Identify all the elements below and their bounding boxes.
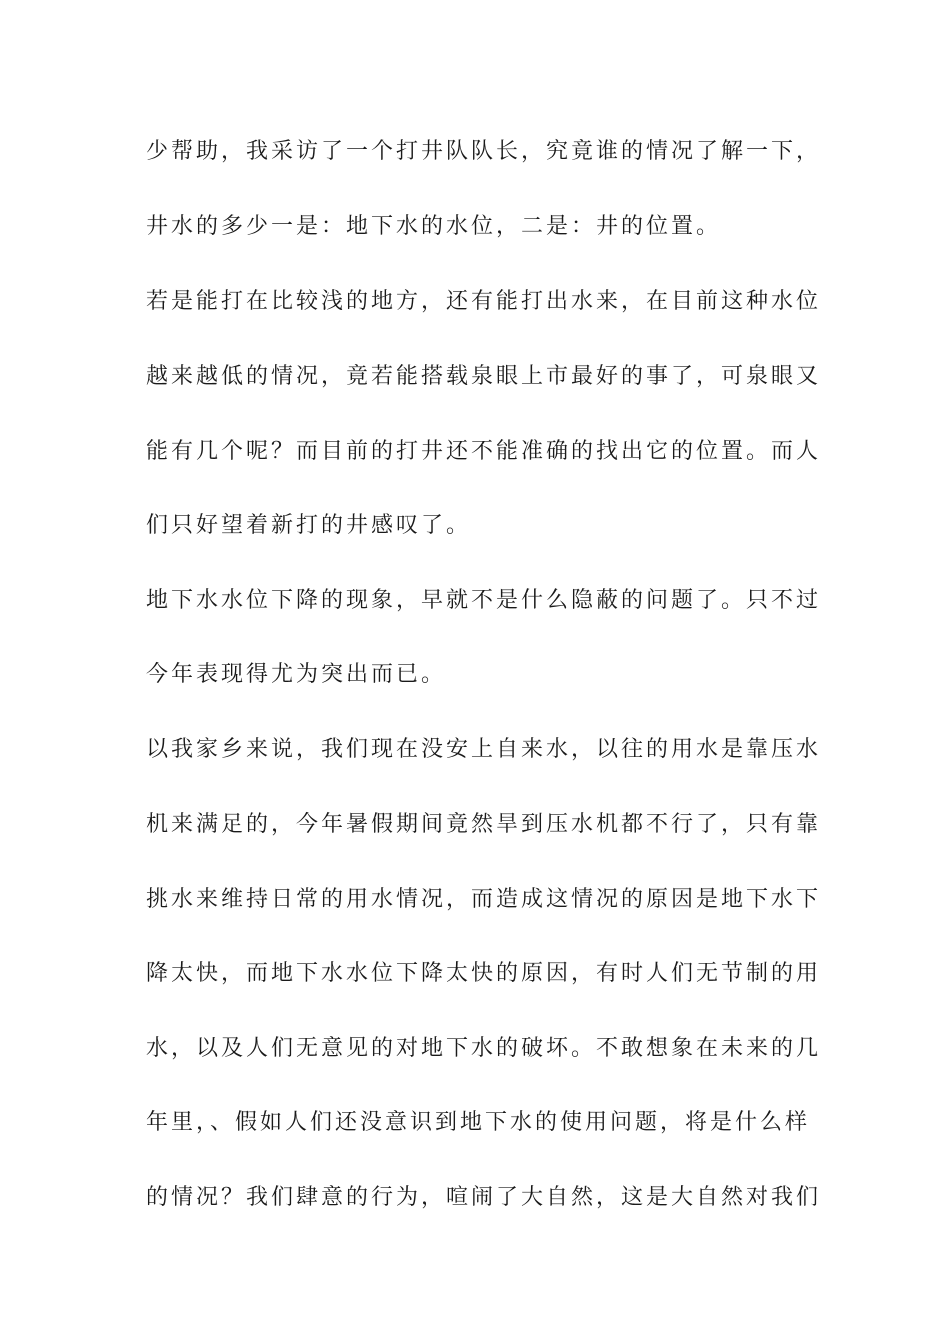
text-line: 少帮助，我采访了一个打井队队长，究竟谁的情况了解一下， (146, 139, 822, 164)
text-line: 机来满足的，今年暑假期间竟然旱到压水机都不行了，只有靠 (146, 812, 822, 837)
text-line: 降太快，而地下水水位下降太快的原因，有时人们无节制的用 (146, 961, 822, 986)
text-line: 以我家乡来说，我们现在没安上自来水，以往的用水是靠压水 (146, 737, 822, 762)
text-line: 挑水来维持日常的用水情况，而造成这情况的原因是地下水下 (146, 887, 822, 912)
text-line: 的情况？我们肆意的行为，喧闹了大自然，这是大自然对我们 (146, 1185, 822, 1210)
text-line: 年里，、假如人们还没意识到地下水的使用问题，将是什么样 (146, 1110, 811, 1135)
text-line: 们只好望着新打的井感叹了。 (146, 513, 472, 538)
text-line: 越来越低的情况，竟若能搭载泉眼上市最好的事了，可泉眼又 (146, 364, 822, 389)
text-line: 地下水水位下降的现象，早就不是什么隐蔽的问题了。只不过 (146, 588, 822, 613)
text-line: 能有几个呢？而目前的打井还不能准确的找出它的位置。而人 (146, 439, 822, 464)
text-line: 水，以及人们无意见的对地下水的破坏。不敢想象在未来的几 (146, 1036, 822, 1061)
text-line: 今年表现得尤为突出而已。 (146, 662, 447, 687)
text-line: 井水的多少一是：地下水的水位，二是：井的位置。 (146, 214, 722, 239)
text-line: 若是能打在比较浅的地方，还有能打出水来，在目前这种水位 (146, 289, 822, 314)
